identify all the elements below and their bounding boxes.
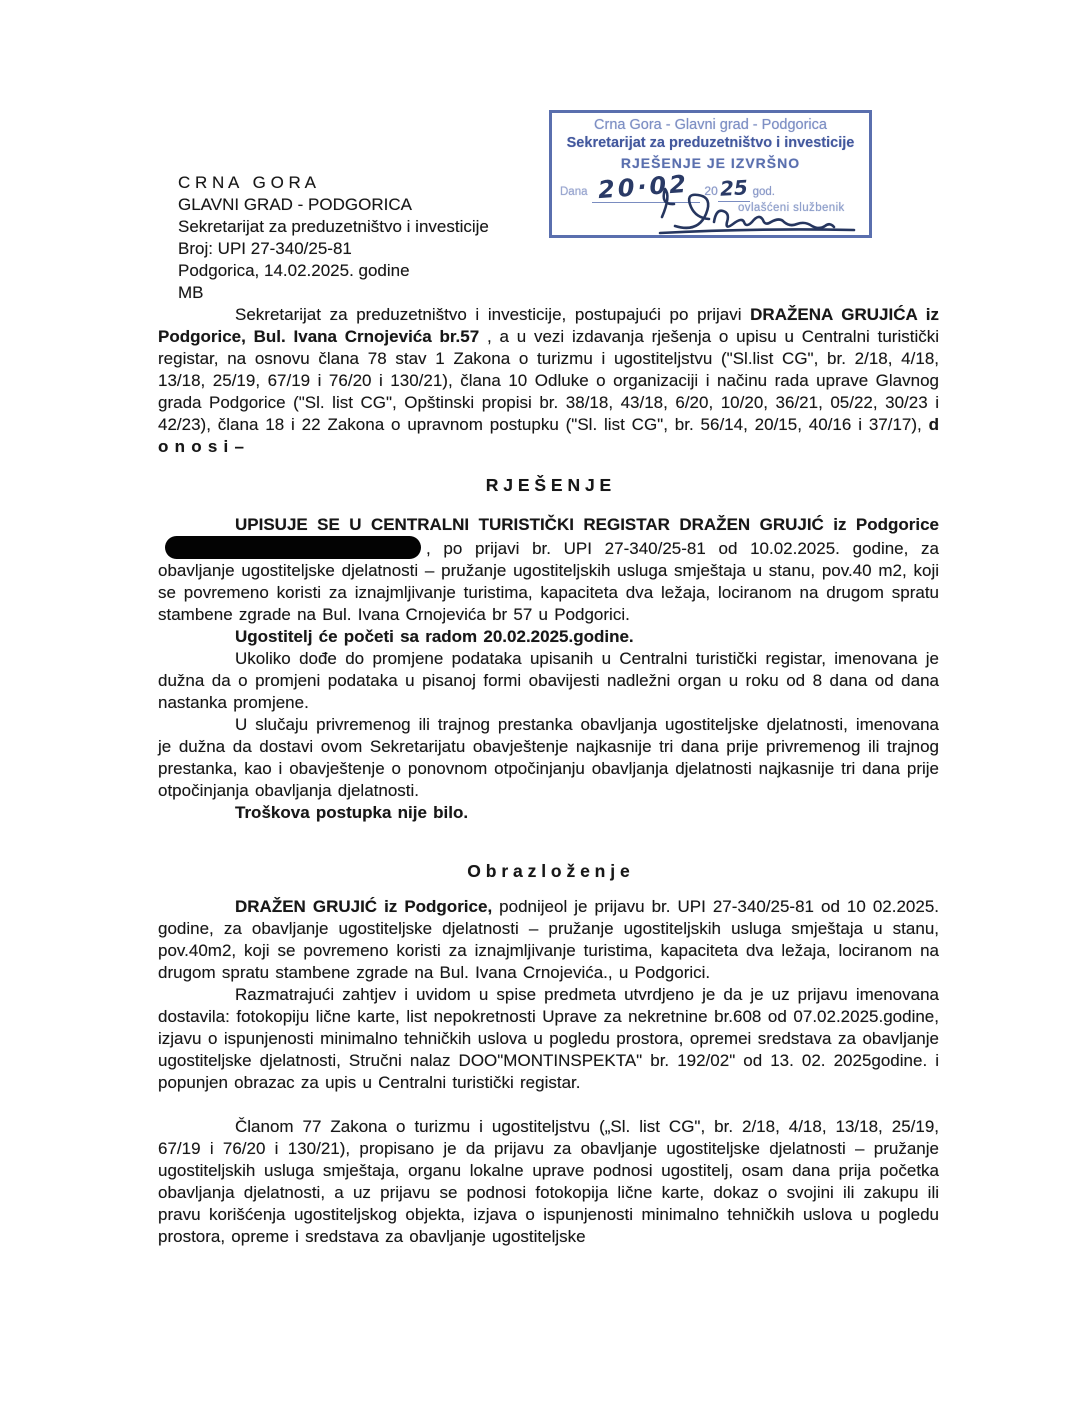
heading-rjesenje: R J E Š E N J E (485, 475, 612, 495)
header-line-country: C R N A G O R A (178, 173, 316, 192)
header-line-date: Podgorica, 14.02.2025. godine (178, 261, 410, 280)
document-header (178, 169, 939, 304)
stamp-date-handwritten: 20·02 (596, 169, 690, 205)
header-line-secretariat: Sekretarijat za preduzetništvo i investicije (178, 217, 489, 236)
header-line-city: GLAVNI GRAD - PODGORICA (178, 195, 412, 214)
legal-basis-paragraph: Članom 77 Zakona o turizmu i ugostiteljstvu („Sl. list CG", br. 2/18, 4/18, 13/18, 25/19, 67/19 i 76/20 i 130/21), propisano je da prijavu za obavljanje ugostiteljske djelatnosti – pružanje ugostiteljskih usluga smještaja, organu lokalne uprave podnosi ugostitelj, osam dana prija početka obavljanja djelatnosti, a uz prijavu se podnosi fotokopija lične karte, dokaz o svojini ili zakupu ili pravu korišćenja ugostiteljskog objekta, izjava o ispunjenosti minimalno tehničkih uslova u pogledu prostora, opreme i sredstava za obavljanje ugostiteljske (158, 1117, 939, 1246)
header-line-initials: MB (178, 283, 204, 302)
stamp-date-label: Dana (560, 186, 588, 198)
explanation-paragraph-2: Razmatrajući zahtjev i uvidom u spise predmeta utvrdjeno je da je uz prijavu imenovana dostavila: fotokopiju lične karte, list nepokretnosti Uprave za nekretnine br.608 od 07.02.2025.godine, izjavu o ispunjenosti minimalno tehničkih uslova u pogledu prostora, opremei sredstava za obavljanje ugostiteljske djelatnosti, Stručni nalaz DOO"MONTINSPEKTA" br. 192/02" od 13. 02. 2025godine. i popunjen obrazac za upis u Centralni turistički registar. (158, 985, 939, 1092)
stamp-secretariat-line: Sekretarijat za preduzetništvo i investicije (566, 135, 855, 151)
data-change-paragraph: Ukoliko dođe do promjene podataka upisanih u Centralni turistički registar, imenovana je dužna da o promjeni podataka u pisanoj formi obavijesti nadležni organ u roku od 8 dana od dana nastanka promjene. (158, 649, 939, 712)
intro-paragraph: Sekretarijat za preduzetništvo i investicije, postupajući po prijavi DRAŽENA GRUJIĆA iz Podgorice, Bul. Ivana Crnojevića br.57 , a u vezi izdavanja rješenja o upisu u Centralni turistički registar, na osnovu člana 78 stav 1 Zakona o turizmu i ugostiteljstvu ("Sl.list CG", br. 2/18, 4/18, 13/18, 25/19, 67/19 i 76/20 i 130/21), člana 10 Odluke o organizaciji i načinu rada uprave Glavnog grada Podgorice ("Sl. list CG", Opštinski propisi br. 38/18, 43/18, 6/20, 10/20, 36/21, 05/22, 30/23 i 42/23), člana 18 i 22 Zakona o upravnom postupku ("Sl. list CG", br. 56/14, 20/15, 40/16 i 37/17), d o n o s i – (158, 305, 939, 456)
redaction-box (165, 536, 421, 559)
header-line-case-number: Broj: UPI 27-340/25-81 (178, 239, 352, 258)
document-body (158, 169, 939, 1248)
registration-paragraph: UPISUJE SE U CENTRALNI TURISTIČKI REGISTAR DRAŽEN GRUJIĆ iz Podgorice, po prijavi br. UPI 27-340/25-81 od 10.02.2025. godine, za obavljanje ugostiteljske djelatnosti – pružanje ugostiteljskih usluga smještaja u stanu, pov.40 m2, koji se povremeno koristi za iznajmljivanje turistima, kapaciteta dva ležaja, lociranom na drugom spratu stambene zgrade na Bul. Ivana Crnojevića br 57 u Podgorici. (158, 515, 939, 624)
stamp-status-line: RJEŠENJE JE IZVRŠNO (620, 155, 801, 171)
stamp-year-handwritten: 25 (719, 175, 749, 201)
explanation-paragraph-1: DRAŽEN GRUJIĆ iz Podgorice, podnijeol je prijavu br. UPI 27-340/25-81 od 10 02.2025. godine, za obavljanje ugostiteljske djelatnosti – pružanje ugostiteljskih usluga smještaja u stanu, pov.40m2, koji se povremeno koristi za iznajmljivanje turistima, kapaciteta dva ležaja, lociranom na drugom spratu stambene zgrade na Bul. Ivana Crnojevića., u Podgorici. (158, 897, 939, 982)
stamp-year-printed: 20 (704, 184, 718, 198)
stamp-year-suffix: god. (752, 186, 776, 198)
cessation-paragraph: U slučaju privremenog ili trajnog prestanka obavljanja ugostiteljske djelatnosti, imenovana je dužna da dostavi ovom Sekretarijatu obavještenje najkasnije tri dana prije privremenog ili trajnog prestanka, kao i obavještenje o ponovnom otpočinjanju obavljanja djelatnosti najkasnije tri dana prije otpočinjanja obavljanja djelatnosti. (158, 715, 939, 800)
heading-obrazlozenje: O b r a z l o ž e n j e (467, 861, 630, 881)
stamp-org-line: Crna Gora - Glavni grad - Podgorica (594, 117, 827, 133)
stamp-officer-label: ovlašćeni službenik (738, 202, 845, 214)
costs-line: Troškova postupka nije bilo. (235, 803, 469, 822)
start-date-line: Ugostitelj će početi sa radom 20.02.2025.godine. (235, 627, 634, 646)
